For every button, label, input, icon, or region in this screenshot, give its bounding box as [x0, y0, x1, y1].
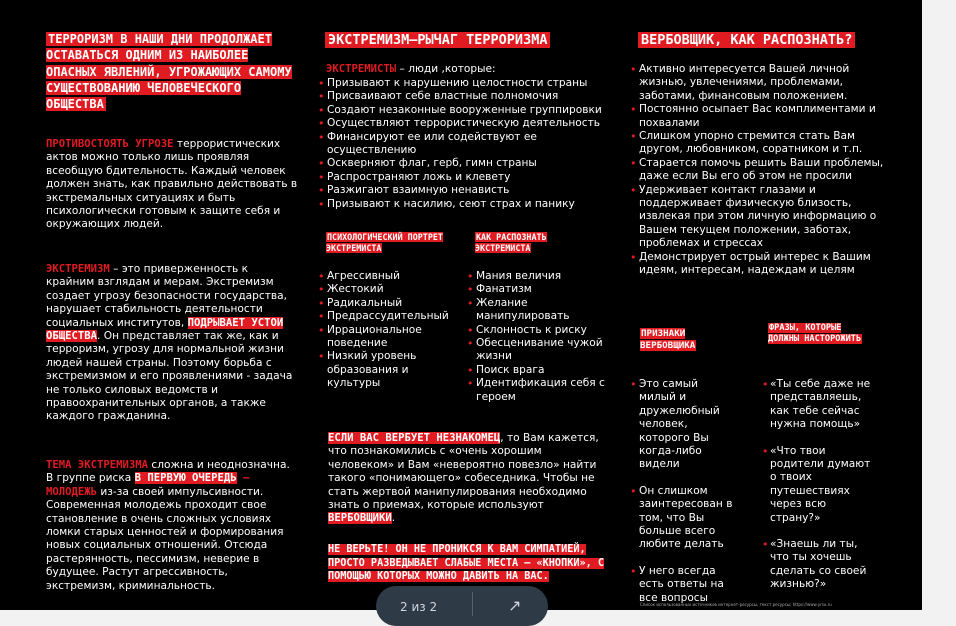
- list-item: • «Что твои родители думают о твоих путешествиях через всю страну?»: [762, 445, 874, 525]
- recruiter-paragraph: ЕСЛИ ВАС ВЕРБУЕТ НЕЗНАКОМЕЦ, то Вам кажется, что познакомились с «очень хорошим человеком» и Вам «невероятно повезло» найти такого «понимающего» собеседника. Чтобы не стать жертвой манипулирования необходимо знать о приемах, которые используют ВЕРБОВЩИКИ.: [328, 432, 599, 525]
- list-item: • Удерживает контакт глазами и поддерживает физическую близость, извлекая при этом личную информацию о Вашем текущем положении, заботах, проблемах и стрессах: [630, 184, 892, 251]
- recruiter-features-title: ПРИЗНАКИ ВЕРБОВЩИКА: [640, 328, 696, 351]
- list-item: • Старается помочь решить Ваши проблемы, даже если Вы его об этом не просили: [630, 157, 892, 184]
- list-item: • Склонность к риску: [467, 324, 609, 337]
- list-item: • Он слишком заинтересован в том, что Вы больше всего любите делать: [630, 485, 738, 552]
- list-item: • Фанатизм: [467, 283, 609, 296]
- list-item: • Оскверняют флаг, герб, гимн страны: [318, 157, 610, 170]
- col1-paragraph-2: ЭКСТРЕМИЗМ – это приверженность к крайним взглядам и мерам. Экстремизм создает угрозу безопасности государства, нарушает стабильность деятельности социальных институтов, ПОДРЫВАЕТ УСТОИ ОБЩЕСТВА. Он представляет так же, как и терроризм, угрозу для нормальной жизни людей нашей страны. Поэтому борьба с экстремизмом и его проявлениями - задача не только силовых ведомств и правоохранительных органов, а также каждого гражданина.: [46, 263, 293, 423]
- list-item: • Разжигают взаимную ненависть: [318, 184, 610, 197]
- list-item: • Финансируют ее или содействуют ее осуществлению: [318, 131, 610, 158]
- list-item: • «Ты себе даже не представляешь, как тебе сейчас нужна помощь»: [762, 378, 874, 432]
- how-recognize-title: КАК РАСПОЗНАТЬ ЭКСТРЕМИСТА: [475, 232, 547, 253]
- list-item: • Демонстрирует острый интерес к Вашим идеям, интересам, надеждам и целям: [630, 251, 892, 278]
- list-item: • Это самый милый и дружелюбный человек, которого Вы когда-либо видели: [630, 378, 738, 472]
- col1-title: ТЕРРОРИЗМ В НАШИ ДНИ ПРОДОЛЖАЕТ ОСТАВАТЬСЯ ОДНИМ ИЗ НАИБОЛЕЕ ОПАСНЫХ ЯВЛЕНИЙ, УГРОЖАЮЩИХ САМОМУ СУЩЕСТВОВАНИЮ ЧЕЛОВЕЧЕСКОГО ОБЩЕСТВА: [46, 32, 292, 112]
- list-item: • Иррациональное поведение: [318, 324, 456, 351]
- list-item: • Призывают к нарушению целостности страны: [318, 77, 610, 90]
- extremists-intro: ЭКСТРЕМИСТЫ – люди ,которые:: [326, 63, 496, 75]
- list-item: • Агрессивный: [318, 270, 456, 283]
- alarm-phrases-title: ФРАЗЫ, КОТОРЫЕ ДОЛЖНЫ НАСТОРОЖИТЬ: [768, 323, 862, 344]
- list-item: • Жестокий: [318, 283, 456, 296]
- list-item: • Активно интересуется Вашей личной жизнью, увлечениями, проблемами, заботами, финансовым положением.: [630, 63, 892, 103]
- page-navigator[interactable]: [376, 586, 548, 626]
- list-item: • Слишком упорно стремится стать Вам другом, любовником, соратником и т.п.: [630, 130, 892, 157]
- list-item: • Постоянно осыпает Вас комплиментами и похвалами: [630, 103, 892, 130]
- how-recognize-list: [467, 270, 609, 404]
- list-item: • Осуществляют террористическую деятельность: [318, 117, 610, 130]
- expand-icon[interactable]: ↗: [508, 596, 522, 615]
- psy-portrait-title: ПСИХОЛОГИЧЕСКИЙ ПОРТРЕТ ЭКСТРЕМИСТА: [326, 232, 443, 253]
- psy-portrait-list: [318, 270, 456, 391]
- page-indicator: 2 из 2: [400, 600, 438, 614]
- recruiter-features-list: [630, 378, 738, 605]
- list-item: • Призывают к насилию, сеют страх и панику: [318, 198, 610, 211]
- divider: [472, 592, 473, 616]
- list-item: • У него всегда есть ответы на все вопросы: [630, 565, 738, 605]
- footnote: Список использованных источников интернет-ресурсы, текст ресурсы: https://www.yrsu.ru: [640, 602, 832, 607]
- list-item: • Поиск врага: [467, 364, 609, 377]
- list-item: • Предрасcудительный: [318, 310, 456, 323]
- alarm-phrases-list: [762, 378, 874, 592]
- recruiter-signs-list: [630, 63, 892, 278]
- list-item: • Присваивают себе властные полномочия: [318, 90, 610, 103]
- warning-text: НЕ ВЕРЬТЕ! ОН НЕ ПРОНИКСЯ К ВАМ СИМПАТИЕЙ, ПРОСТО РАЗВЕДЫВАЕТ СЛАБЫЕ МЕСТА – «КНОПКИ», С ПОМОЩЬЮ КОТОРЫХ МОЖНО ДАВИТЬ НА ВАС.: [328, 544, 605, 583]
- col2-title: ЭКСТРЕМИЗМ–РЫЧАГ ТЕРРОРИЗМА: [325, 31, 550, 49]
- list-item: • Низкий уровень образования и культуры: [318, 350, 456, 390]
- list-item: • Обесценивание чужой жизни: [467, 337, 609, 364]
- list-item: • Создают незаконные вооруженные группировки: [318, 104, 610, 117]
- col1-paragraph-1: ПРОТИВОСТОЯТЬ УГРОЗЕ террористических актов можно только лишь проявляя всеобщую бдительность. Каждый человек должен знать, как правильно действовать в экстремальных ситуациях и быть психологически готовым к защите себя и окружающих людей.: [46, 138, 298, 231]
- list-item: • Идентификация себя с героем: [467, 377, 609, 404]
- col3-title: ВЕРБОВЩИК, КАК РАСПОЗНАТЬ?: [638, 31, 855, 49]
- list-item: • Распространяют ложь и клевету: [318, 171, 610, 184]
- list-item: • Мания величия: [467, 270, 609, 283]
- list-item: • Радикальный: [318, 297, 456, 310]
- col1-paragraph-3: ТЕМА ЭКСТРЕМИЗМА сложна и неоднозначна. В группе риска В ПЕРВУЮ ОЧЕРЕДЬ – МОЛОДЕЖЬ из-за своей импульсивности. Современная молодежь проходит свое становление в очень сложных условиях ломки старых ценностей и формирования новых социальных отношений. Отсюда растерянность, пессимизм, неверие в будущее. Растут агрессивность, экстремизм, криминальность.: [46, 459, 290, 592]
- extremists-list: [318, 77, 610, 211]
- list-item: • Желание манипулировать: [467, 297, 609, 324]
- list-item: • «Знаешь ли ты, что ты хочешь сделать со своей жизнью?»: [762, 538, 874, 592]
